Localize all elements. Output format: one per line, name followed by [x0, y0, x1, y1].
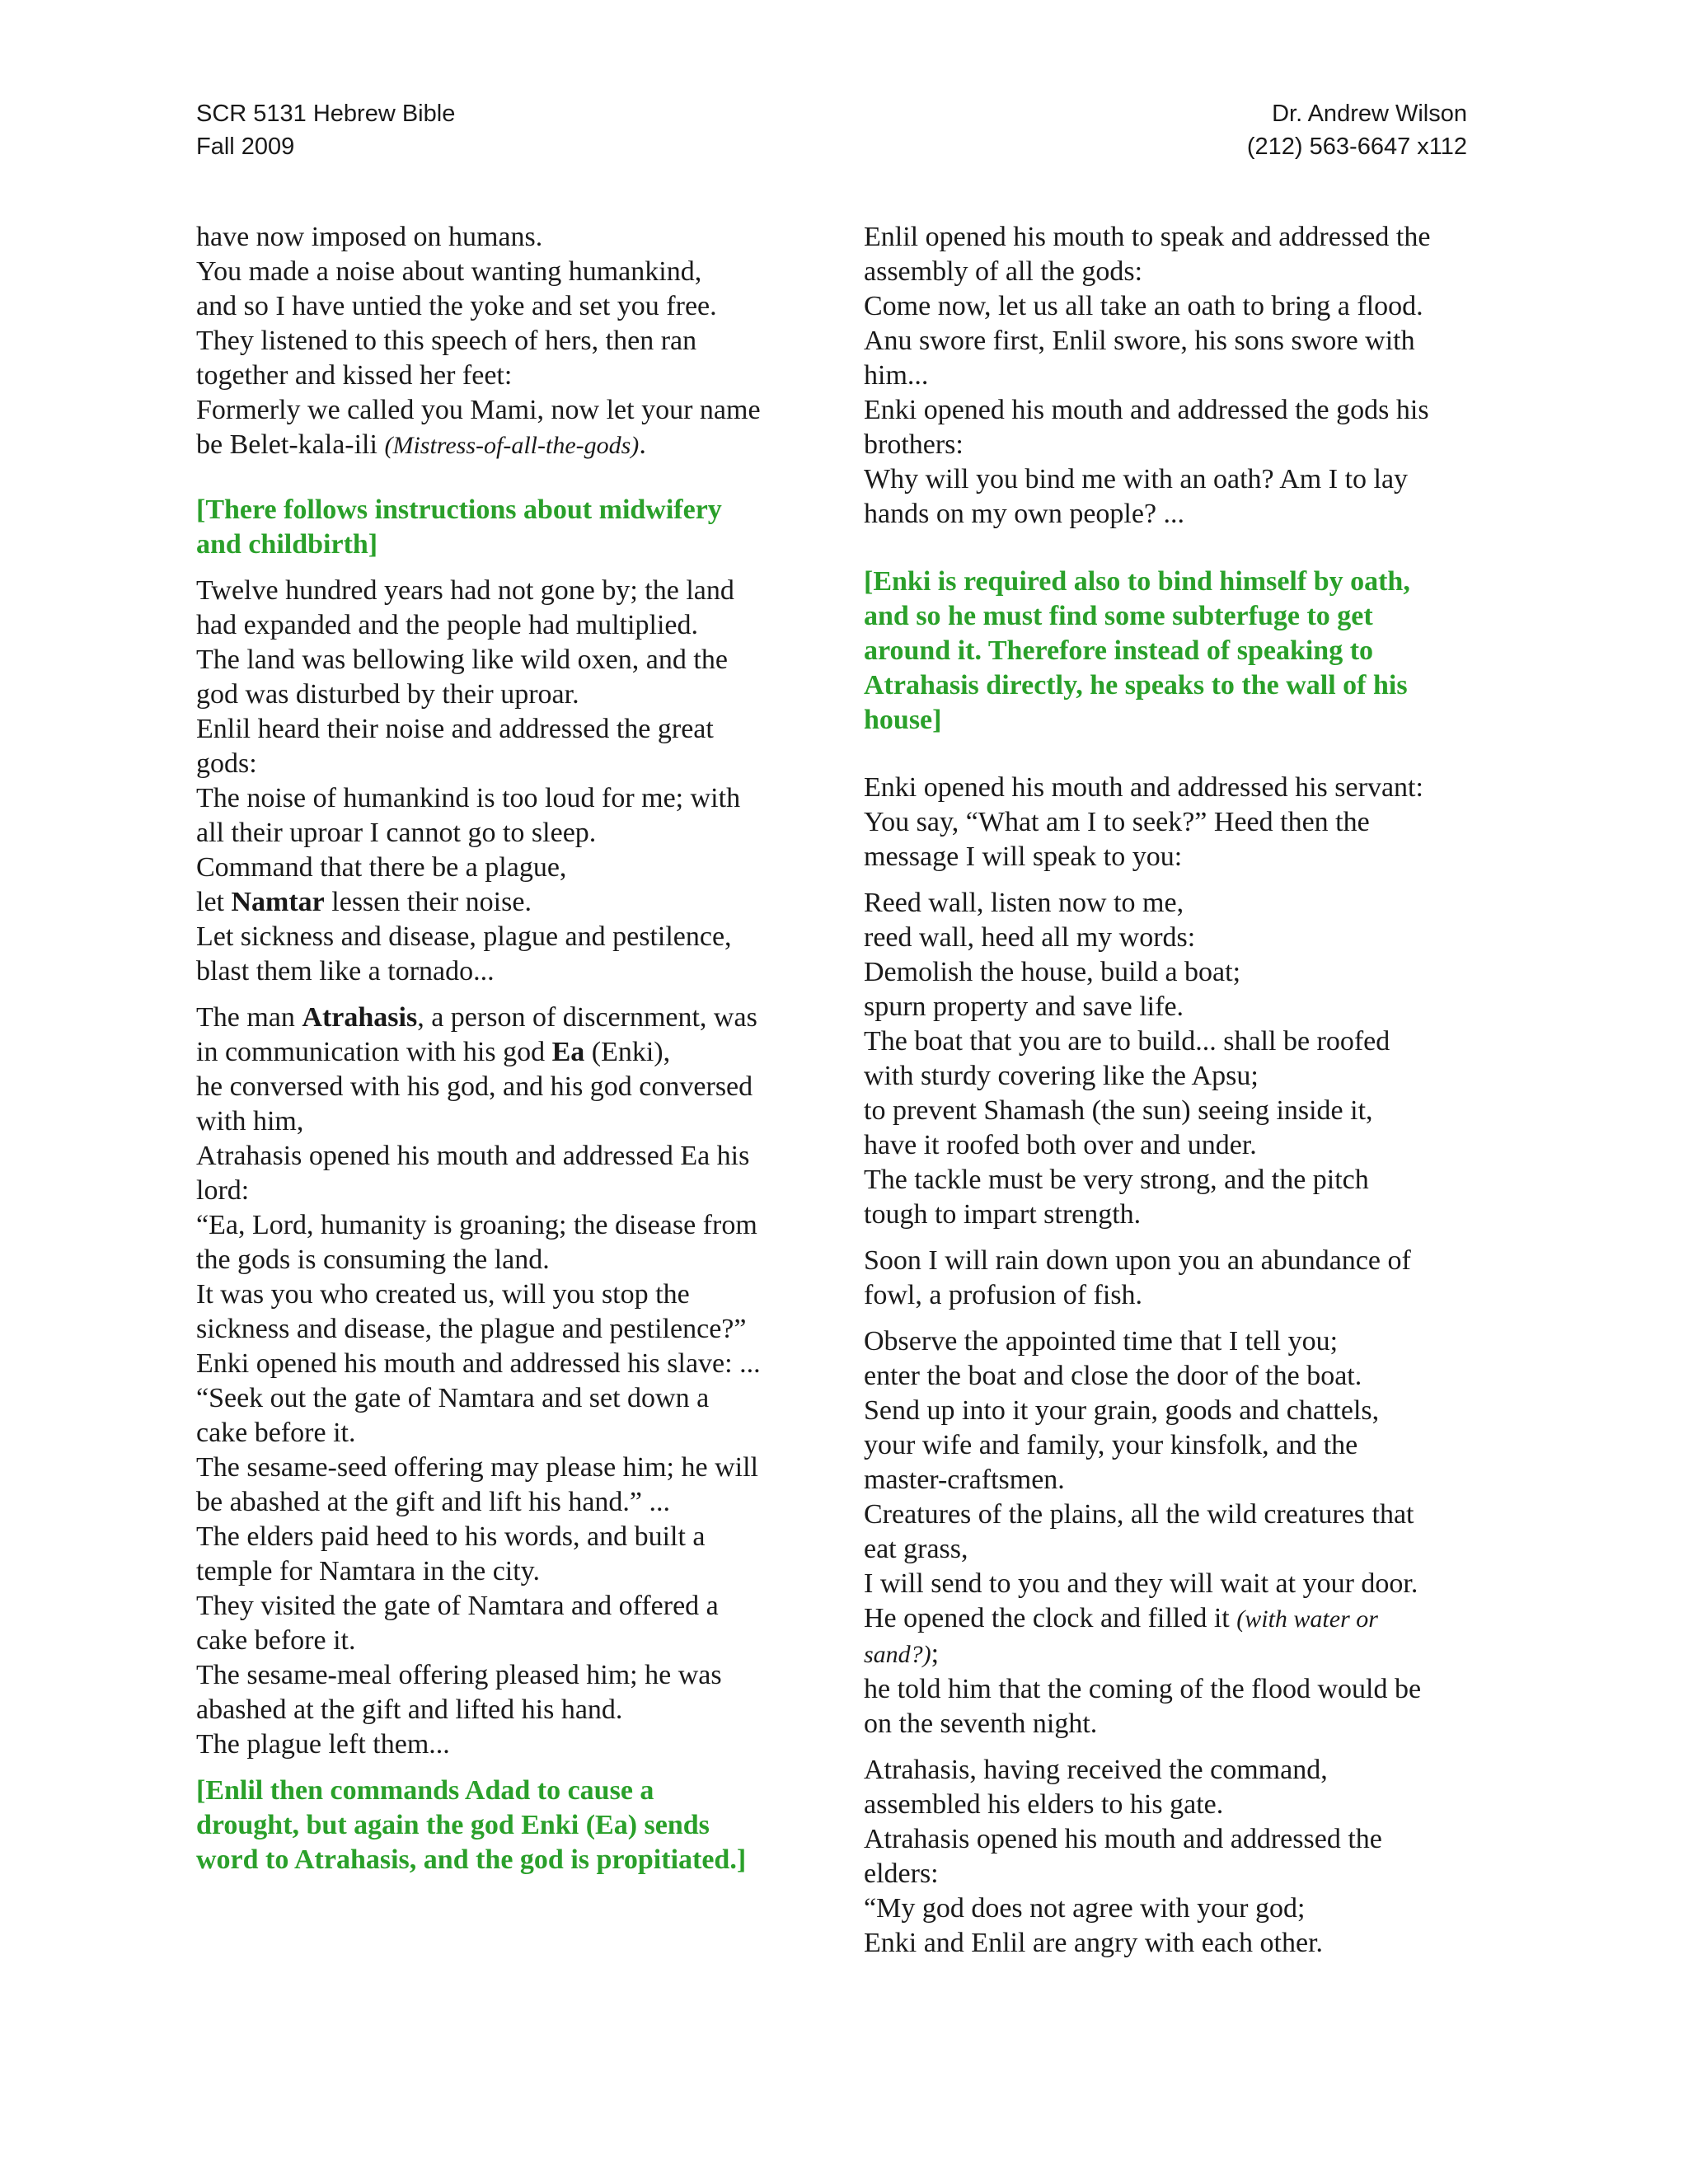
right-editorial-note-1 [864, 565, 1490, 738]
note-line: [Enki is required also to bind himself by oath, [864, 566, 1410, 597]
left-editorial-note-2 [196, 1774, 818, 1877]
right-paragraph-1 [864, 220, 1490, 532]
text-fragment: ; [931, 1638, 940, 1669]
text-line: your wife and family, your kinsfolk, and the [864, 1430, 1358, 1460]
text-line: have now imposed on humans. [196, 222, 543, 252]
text-line [196, 1001, 818, 1035]
note-line: [Enlil then commands Adad to cause a [196, 1775, 654, 1806]
text-line: Command that there be a plague, [196, 852, 567, 883]
left-paragraph-1 [196, 220, 818, 463]
text-line: Atrahasis, having received the command, [864, 1755, 1328, 1785]
text-line: You say, “What am I to seek?” Heed then the [864, 807, 1370, 837]
text-line: cake before it. [196, 1418, 356, 1448]
text-line: Demolish the house, build a boat; [864, 957, 1241, 987]
right-paragraph-2 [864, 771, 1490, 874]
text-line: assembled his elders to his gate. [864, 1789, 1224, 1820]
left-paragraph-3 [196, 1001, 818, 1762]
text-line: The land was bellowing like wild oxen, and the [196, 644, 728, 675]
text-line: Atrahasis opened his mouth and addressed Ea his [196, 1141, 750, 1171]
text-fragment: lessen their noise. [324, 887, 532, 917]
text-line: “Ea, Lord, humanity is groaning; the disease from [196, 1210, 757, 1240]
text-line: Send up into it your grain, goods and chattels, [864, 1395, 1380, 1426]
text-line: It was you who created us, will you stop the [196, 1279, 690, 1310]
note-line: drought, but again the god Enki (Ea) sends [196, 1810, 710, 1840]
text-line: I will send to you and they will wait at your door. [864, 1568, 1418, 1599]
text-line: Come now, let us all take an oath to bring a flood. [864, 291, 1423, 321]
text-line: Soon I will rain down upon you an abundance of [864, 1245, 1411, 1276]
text-line [864, 1637, 1490, 1672]
text-line: Enki opened his mouth and addressed his slave: ... [196, 1348, 761, 1379]
text-line: Enki opened his mouth and addressed the gods his [864, 395, 1429, 425]
text-line: The elders paid heed to his words, and built a [196, 1521, 706, 1552]
text-line: enter the boat and close the door of the boat. [864, 1361, 1362, 1391]
text-line: be abashed at the gift and lift his hand.” ... [196, 1487, 670, 1517]
text-fragment: (Enki), [584, 1037, 671, 1067]
text-line: he conversed with his god, and his god conversed [196, 1071, 753, 1102]
text-line: with sturdy covering like the Apsu; [864, 1061, 1259, 1091]
text-line: Enlil heard their noise and addressed the great [196, 714, 714, 744]
right-paragraph-3 [864, 886, 1490, 1232]
text-line: fowl, a profusion of fish. [864, 1280, 1143, 1310]
text-line: with him, [196, 1106, 304, 1137]
text-line: brothers: [864, 429, 964, 460]
text-line: to prevent Shamash (the sun) seeing inside it, [864, 1095, 1373, 1126]
text-line: You made a noise about wanting humankind, [196, 256, 702, 287]
text-line: Enlil opened his mouth to speak and addressed the [864, 222, 1431, 252]
text-fragment: be Belet-kala-ili [196, 429, 385, 460]
text-line: lord: [196, 1175, 250, 1206]
text-line: The noise of humankind is too loud for me; with [196, 783, 741, 813]
text-line: Atrahasis opened his mouth and addressed the [864, 1824, 1382, 1854]
text-line: master-craftsmen. [864, 1465, 1065, 1495]
text-line: Reed wall, listen now to me, [864, 888, 1184, 918]
text-fragment: let [196, 887, 232, 917]
left-editorial-note-1 [196, 493, 818, 562]
text-line: The tackle must be very strong, and the pitch [864, 1165, 1369, 1195]
text-line: him... [864, 360, 929, 391]
text-line: all their uproar I cannot go to sleep. [196, 818, 597, 848]
ea-name: Ea [551, 1037, 585, 1067]
text-line: message I will speak to you: [864, 841, 1183, 872]
note-line: and so he must find some subterfuge to get [864, 601, 1373, 631]
course-term: Fall 2009 [196, 134, 295, 160]
note-line: Atrahasis directly, he speaks to the wall of his [864, 670, 1408, 701]
right-paragraph-6 [864, 1753, 1490, 1961]
right-paragraph-4 [864, 1244, 1490, 1313]
text-line: cake before it. [196, 1625, 356, 1656]
text-line: eat grass, [864, 1534, 968, 1564]
text-line: The boat that you are to build... shall be roofed [864, 1026, 1390, 1057]
text-line: Enki and Enlil are angry with each other. [864, 1928, 1324, 1958]
text-line: “Seek out the gate of Namtara and set down a [196, 1383, 710, 1413]
text-line [196, 1035, 818, 1070]
text-line: Why will you bind me with an oath? Am I to lay [864, 464, 1409, 494]
text-line: “My god does not agree with your god; [864, 1893, 1306, 1924]
text-line: blast them like a tornado... [196, 956, 495, 987]
text-line: They listened to this speech of hers, then ran [196, 326, 697, 356]
note-line: house] [864, 705, 942, 735]
text-line: Formerly we called you Mami, now let your name [196, 395, 761, 425]
text-line: Creatures of the plains, all the wild creatures that [864, 1499, 1414, 1530]
text-line: abashed at the gift and lifted his hand. [196, 1694, 623, 1725]
text-line: spurn property and save life. [864, 991, 1184, 1022]
left-column [196, 220, 818, 1877]
note-line: around it. Therefore instead of speaking to [864, 635, 1374, 666]
clock-gloss: (with water or [1236, 1605, 1378, 1633]
note-line: word to Atrahasis, and the god is propitiated.] [196, 1844, 747, 1875]
text-line: together and kissed her feet: [196, 360, 513, 391]
text-line: Enki opened his mouth and addressed his servant: [864, 772, 1423, 803]
text-line: Anu swore first, Enlil swore, his sons swore with [864, 326, 1415, 356]
note-line: and childbirth] [196, 529, 378, 560]
text-line: The sesame-meal offering pleased him; he was [196, 1660, 722, 1690]
text-line [196, 428, 818, 463]
text-fragment: He opened the clock and filled it [864, 1603, 1237, 1633]
text-line: he told him that the coming of the flood would be [864, 1674, 1422, 1704]
text-line: assembly of all the gods: [864, 256, 1143, 287]
text-line: tough to impart strength. [864, 1199, 1142, 1230]
atrahasis-name: Atrahasis [302, 1002, 418, 1033]
text-line [196, 885, 818, 920]
text-line: reed wall, heed all my words: [864, 922, 1196, 953]
text-line: elders: [864, 1858, 939, 1889]
right-paragraph-5 [864, 1324, 1490, 1741]
text-line: Let sickness and disease, plague and pestilence, [196, 921, 732, 952]
text-line: had expanded and the people had multiplied. [196, 610, 698, 640]
right-column [864, 220, 1490, 1961]
text-line: gods: [196, 748, 257, 779]
text-fragment: . [639, 429, 646, 460]
note-line: [There follows instructions about midwifery [196, 494, 722, 525]
text-fragment: in communication with his god [196, 1037, 552, 1067]
text-line: sickness and disease, the plague and pestilence?” [196, 1314, 747, 1344]
clock-gloss: sand?) [864, 1641, 931, 1668]
text-line: and so I have untied the yoke and set you free. [196, 291, 717, 321]
text-line: temple for Namtara in the city. [196, 1556, 540, 1586]
text-line: have it roofed both over and under. [864, 1130, 1257, 1160]
course-title: SCR 5131 Hebrew Bible [196, 101, 456, 127]
namtar-name: Namtar [231, 887, 325, 917]
header-left [196, 97, 455, 163]
text-line: hands on my own people? ... [864, 499, 1185, 529]
text-line [864, 1601, 1490, 1637]
text-line: Twelve hundred years had not gone by; the land [196, 575, 734, 606]
text-line: The sesame-seed offering may please him; he will [196, 1452, 758, 1483]
text-line: the gods is consuming the land. [196, 1244, 550, 1275]
text-fragment: , a person of discernment, was [417, 1002, 757, 1033]
instructor-name: Dr. Andrew Wilson [1272, 101, 1467, 127]
text-line: god was disturbed by their uproar. [196, 679, 579, 710]
text-fragment: The man [196, 1002, 302, 1033]
text-line: The plague left them... [196, 1729, 450, 1760]
text-line: They visited the gate of Namtara and offered a [196, 1591, 719, 1621]
instructor-phone: (212) 563-6647 x112 [1246, 134, 1467, 160]
header-right [1247, 97, 1467, 163]
text-line: Observe the appointed time that I tell you; [864, 1326, 1339, 1357]
mistress-gloss: (Mistress-of-all-the-gods) [384, 432, 640, 459]
left-paragraph-2 [196, 574, 818, 989]
text-line: on the seventh night. [864, 1708, 1098, 1739]
